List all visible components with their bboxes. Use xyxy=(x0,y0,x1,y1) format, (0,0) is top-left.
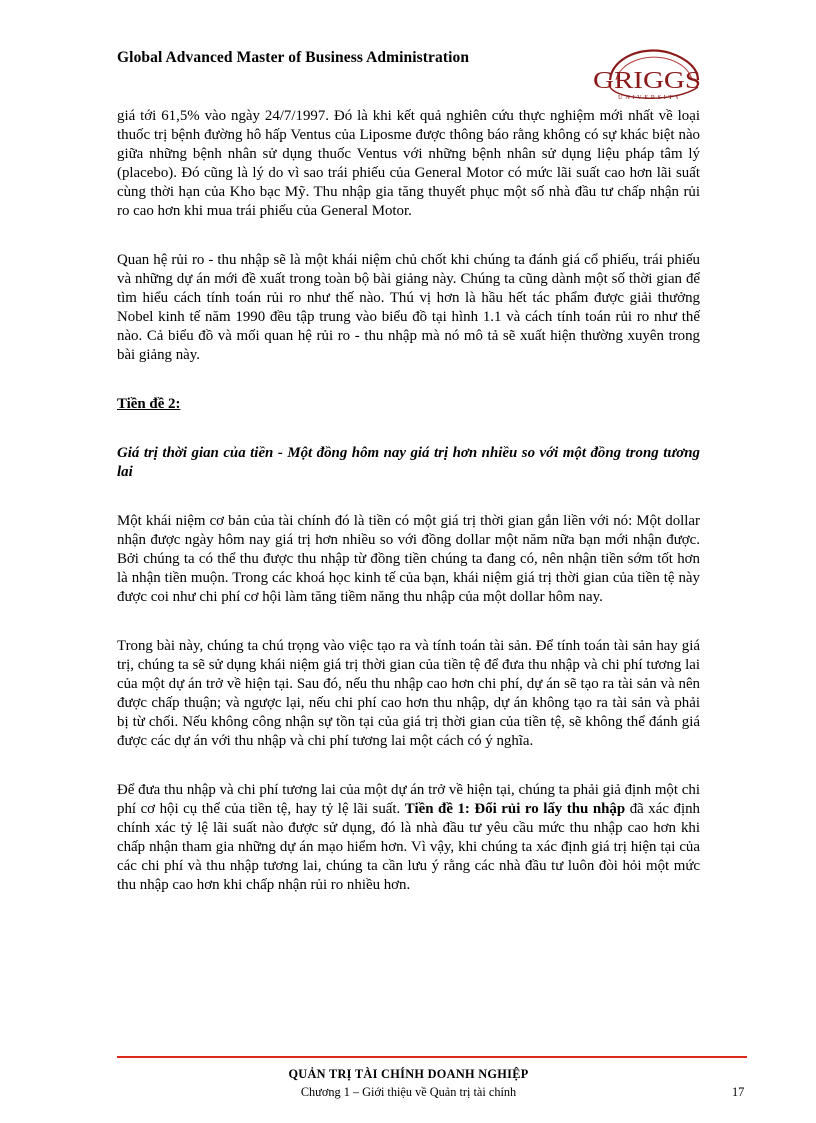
section-subheading: Giá trị thời gian của tiền - Một đồng hôm nay giá trị hơn nhiều so với một đồng trong tương lai xyxy=(117,445,700,480)
paragraph-4: Trong bài này, chúng ta chú trọng vào việc tạo ra và tính toán tài sản. Để tính toán tài sản hay giá trị, chúng ta sẽ sử dụng khái niệm giá trị thời gian của tiền tệ để đưa thu nhập và chi phí tương lai của một dự án trở về hiện tại. Sau đó, nếu thu nhập cao hơn chi phí, dự án sẽ tạo ra tài sản và nên được chấp thuận; và ngược lại, nếu chi phí cao hơn thu nhập, dự án không tạo ra tài sản và phải bị từ chối. Nếu không công nhận sự tồn tại của giá trị thời gian của tiền tệ, sẽ không thể đánh giá được các dự án với thu nhập và chi phí tương lai một cách có ý nghĩa. xyxy=(117,638,700,749)
footer-divider xyxy=(117,1056,747,1058)
logo-wordmark: GRIGGS xyxy=(593,68,701,94)
logo-subtitle: UNIVERSITY xyxy=(618,94,682,101)
paragraph-5-bold-reference: Tiền đề 1: Đổi rủi ro lấy thu nhập xyxy=(404,801,626,817)
page-number: 17 xyxy=(732,1085,745,1099)
paragraph-5 xyxy=(117,781,700,895)
main-content xyxy=(117,107,700,914)
footer-chapter: Chương 1 – Giới thiệu về Quản trị tài chính xyxy=(300,1085,517,1099)
document-header-title: Global Advanced Master of Business Administration xyxy=(117,49,470,66)
griggs-university-logo xyxy=(588,47,706,105)
paragraph-5-end: đã xác định chính xác tỷ lệ lãi suất nào được sử dụng, đó là nhà đầu tư yêu cầu mức thu nhập cao hơn khi chấp nhận tham gia những dự án mạo hiểm hơn. Vì vậy, khi chúng ta xác định giá trị hiện tại của các chi phí và thu nhập tương lai, chúng ta cần lưu ý rằng các nhà đầu tư luôn đòi hỏi một mức thu nhập cao hơn khi chấp nhận rủi ro nhiều hơn. xyxy=(117,801,700,893)
paragraph-3: Một khái niệm cơ bản của tài chính đó là tiền có một giá trị thời gian gắn liền với nó: Một dollar nhận được ngày hôm nay giá trị hơn nhiều so với đồng dollar một năm nữa bạn mới nhận được. Bởi chúng ta có thể thu được thu nhập từ đồng tiền chúng ta đang có, nên nhận tiền sớm tốt hơn là nhận tiền muộn. Trong các khoá học kinh tế của bạn, khái niệm giá trị thời gian của tiền tệ này được coi như chi phí cơ hội làm tăng tiềm năng thu nhập của một dollar hôm nay. xyxy=(117,513,700,605)
paragraph-5-start: Để đưa thu nhập và chi phí tương lai của một dự án trở về hiện tại, chúng ta phải giả định một chi phí cơ hội cụ thể của tiền tệ, hay tỷ lệ lãi suất. xyxy=(117,782,700,817)
section-heading: Tiền đề 2: xyxy=(117,396,181,412)
paragraph-1: giá tới 61,5% vào ngày 24/7/1997. Đó là khi kết quả nghiên cứu thực nghiệm mới nhất về loại thuốc trị bệnh đường hô hấp Ventus của Liposme được thông báo rằng không có sự khác biệt nào giữa những bệnh nhân sử dụng thuốc Ventus với những bệnh nhân sử dụng liệu pháp tâm lý (placebo). Đó cũng là lý do vì sao trái phiếu của General Motor có mức lãi suất cao hơn lãi suất cùng thời hạn của Kho bạc Mỹ. Thu nhập gia tăng thuyết phục một số nhà đầu tư chấp nhận rủi ro cao hơn khi mua trái phiếu của General Motor. xyxy=(117,108,700,219)
paragraph-2: Quan hệ rủi ro - thu nhập sẽ là một khái niệm chủ chốt khi chúng ta đánh giá cổ phiếu, trái phiếu và những dự án mới đề xuất trong toàn bộ bài giảng này. Chúng ta cũng dành một số thời gian để tìm hiểu cách tính toán rủi ro như thế nào. Thú vị hơn là hầu hết tác phẩm được giải thưởng Nobel kinh tế năm 1990 đều tập trung vào biểu đồ tại hình 1.1 và cách tính toán rủi ro như thế nào. Cả biểu đồ và mối quan hệ rủi ro - thu nhập mà nó mô tả sẽ xuất hiện thường xuyên trong bài giảng này. xyxy=(117,252,700,363)
footer-title: QUẢN TRỊ TÀI CHÍNH DOANH NGHIỆP xyxy=(288,1067,529,1081)
